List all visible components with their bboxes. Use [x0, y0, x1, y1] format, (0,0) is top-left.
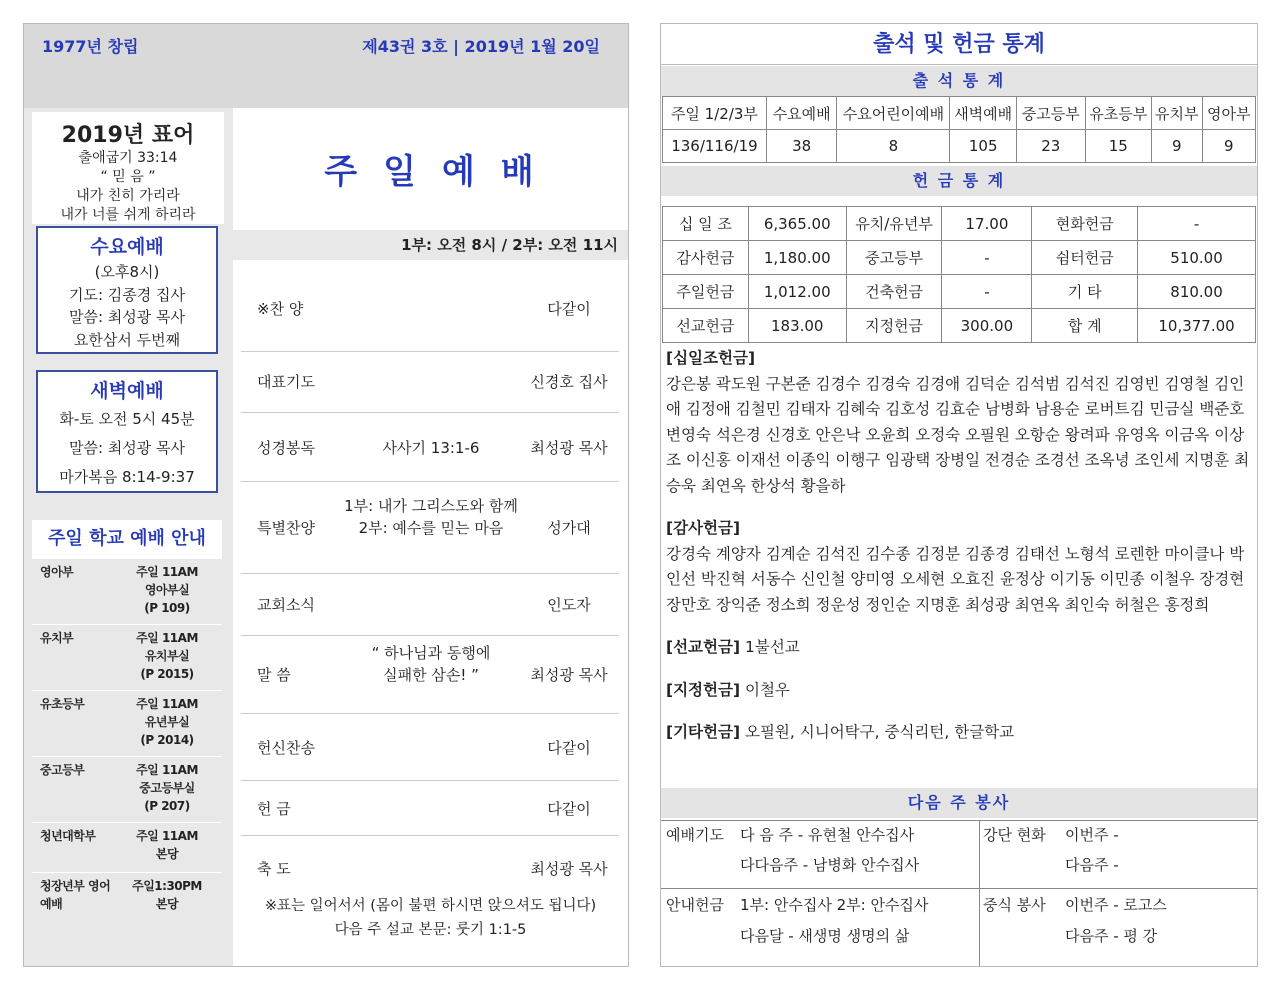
sunday-school-info — [112, 563, 222, 624]
sunday-school-dept: 영아부 — [40, 565, 74, 579]
donor-names: 이철우 — [740, 680, 790, 699]
sunday-school-info-line: 영아부실 — [144, 583, 190, 597]
order-item: 특별찬양 — [257, 519, 315, 537]
stats-title: 출석 및 헌금 통계 — [661, 24, 1257, 65]
sunday-school-info-line: 유치부실 — [144, 649, 190, 663]
sunday-school-dept: 청년대학부 — [40, 829, 96, 843]
standing-note: ※표는 일어서서 (몸이 불편 하시면 앉으셔도 됩니다) — [264, 898, 597, 914]
sunday-school-info-line: (P 2014) — [140, 733, 194, 747]
wednesday-service-box — [36, 226, 218, 354]
order-note — [233, 894, 628, 942]
order-detail: 사사기 13:1-6 — [382, 439, 480, 457]
order-row — [241, 266, 619, 352]
attendance-value: 9 — [1202, 130, 1256, 163]
attendance-value: 15 — [1085, 130, 1152, 163]
offering-label: 감사헌금 — [663, 241, 749, 275]
attendance-header: 영아부 — [1202, 97, 1256, 130]
sunday-school-info — [112, 629, 222, 690]
service-title: 주일예배 — [324, 152, 560, 192]
attendance-header: 중고등부 — [1016, 97, 1085, 130]
next-week-service-table — [661, 820, 1257, 966]
dawn-service-box — [36, 370, 218, 493]
sunday-school-dept: 중고등부 — [40, 763, 85, 777]
offering-row — [663, 309, 1256, 343]
donor-category: [지정헌금] — [666, 680, 741, 699]
service-time: 1부: 오전 8시 / 2부: 오전 11시 — [233, 230, 628, 260]
flower-label: 강단 현화 — [983, 826, 1046, 844]
order-leader: 인도자 — [547, 596, 591, 614]
donor-block — [666, 678, 1254, 704]
sunday-school-row — [32, 872, 222, 944]
order-item: 헌신찬송 — [257, 739, 315, 757]
offering-amount: 6,365.00 — [748, 207, 846, 241]
order-item: 성경봉독 — [257, 439, 315, 457]
sunday-school-info-line: (P 207) — [144, 799, 190, 813]
sunday-school-info-line: 본당 — [155, 897, 179, 911]
order-leader: 다같이 — [547, 739, 591, 757]
attendance-value: 38 — [766, 130, 837, 163]
sunday-school-row — [32, 822, 222, 872]
donor-block — [666, 346, 1254, 499]
sunday-school-row — [32, 756, 222, 822]
donor-category: [십일조헌금] — [666, 349, 756, 367]
sunday-school-info-line: 본당 — [155, 847, 179, 861]
order-item: 헌 금 — [257, 800, 291, 818]
order-leader: 다같이 — [547, 300, 591, 318]
dawn-line: 마가복음 8:14-9:37 — [59, 468, 195, 486]
dawn-line: 화-토 오전 5시 45분 — [59, 410, 195, 428]
sunday-school-info — [112, 695, 222, 756]
attendance-header: 수요예배 — [766, 97, 837, 130]
attendance-header: 유치부 — [1152, 97, 1202, 130]
order-item: ※찬 양 — [257, 300, 304, 318]
motto-line: 출애굽기 33:14 — [78, 150, 178, 166]
order-row — [241, 351, 619, 413]
prayer-next: 다 음 주 - 유현철 안수집사 — [740, 826, 915, 844]
offering-amount: 810.00 — [1138, 275, 1256, 309]
offering-label: 기 타 — [1032, 275, 1138, 309]
order-leader: 다같이 — [547, 800, 591, 818]
order-row — [241, 636, 619, 714]
sunday-school-dept: 유초등부 — [40, 697, 85, 711]
sunday-school-info — [112, 827, 222, 872]
sunday-school-info-line: 주일 11AM — [136, 829, 198, 843]
order-item: 교회소식 — [257, 596, 315, 614]
offering-label: 합 계 — [1032, 309, 1138, 343]
order-detail: “ 하나님과 동행에 실패한 삼손! ” — [371, 644, 491, 684]
sunday-school-dept: 청장년부 영어예배 — [40, 879, 111, 911]
sunday-school-info-line: 주일 11AM — [136, 631, 198, 645]
offering-label: 건축헌금 — [846, 275, 942, 309]
sunday-school-title: 주일 학교 예배 안내 — [32, 520, 222, 558]
sunday-school-info-line: 주일1:30PM — [132, 879, 202, 893]
offering-label: 지정헌금 — [846, 309, 942, 343]
order-leader: 최성광 목사 — [530, 666, 608, 684]
sunday-school-info-line: 유년부실 — [144, 715, 190, 729]
order-row — [241, 482, 619, 574]
attendance-value: 8 — [837, 130, 950, 163]
bulletin-header — [24, 24, 628, 108]
offering-title: 헌 금 통 계 — [661, 166, 1257, 196]
attendance-title: 출 석 통 계 — [661, 66, 1257, 96]
offering-row — [663, 241, 1256, 275]
order-item: 대표기도 — [257, 373, 315, 391]
offering-amount: 1,180.00 — [748, 241, 846, 275]
offering-label: 쉼터헌금 — [1032, 241, 1138, 275]
attendance-table — [662, 96, 1256, 163]
wednesday-line: 요한삼서 두번째 — [73, 330, 181, 349]
offering-guide-2: 다음달 - 새생명 생명의 삶 — [740, 927, 910, 945]
attendance-value: 136/116/19 — [663, 130, 767, 163]
donor-block — [666, 516, 1254, 618]
order-leader: 신경호 집사 — [530, 373, 608, 391]
offering-amount: 17.00 — [942, 207, 1032, 241]
offering-row — [663, 207, 1256, 241]
sunday-school-info-line: 주일 11AM — [136, 565, 198, 579]
order-leader: 최성광 목사 — [530, 860, 608, 878]
sunday-school-info-line: 중고등부실 — [139, 781, 195, 795]
offering-label: 선교헌금 — [663, 309, 749, 343]
sunday-school-info — [112, 877, 222, 944]
offering-amount: 510.00 — [1138, 241, 1256, 275]
left-sidebar — [24, 108, 233, 966]
lunch-this: 이번주 - 로고스 — [1065, 896, 1167, 914]
donor-category: [선교헌금] — [666, 638, 741, 656]
wednesday-line: 말씀: 최성광 목사 — [68, 308, 186, 326]
prayer-after: 다다음주 - 남병화 안수집사 — [740, 856, 920, 874]
offering-guide-1: 1부: 안수집사 2부: 안수집사 — [740, 896, 929, 914]
offering-row — [663, 275, 1256, 309]
wednesday-title: 수요예배 — [90, 236, 164, 258]
next-sermon-text: 다음 주 설교 본문: 룻기 1:1-5 — [334, 922, 527, 938]
order-row — [241, 574, 619, 636]
offering-amount: - — [1138, 207, 1256, 241]
donor-category: [기타헌금] — [666, 723, 741, 741]
order-row — [241, 781, 619, 836]
attendance-header: 새벽예배 — [950, 97, 1017, 130]
donor-block — [666, 635, 1254, 661]
offering-amount: - — [942, 275, 1032, 309]
attendance-value: 9 — [1152, 130, 1202, 163]
offering-amount: 300.00 — [942, 309, 1032, 343]
wednesday-line: (오후8시) — [94, 263, 160, 281]
motto-line: 내가 친히 가리라 — [76, 188, 180, 204]
offering-amount: 1,012.00 — [748, 275, 846, 309]
attendance-value: 23 — [1016, 130, 1085, 163]
flower-this: 이번주 - — [1065, 826, 1119, 844]
issue-text: 제43권 3호 | 2019년 1월 20일 — [362, 37, 600, 56]
offering-amount: - — [942, 241, 1032, 275]
order-leader: 성가대 — [547, 519, 591, 537]
offering-table — [662, 206, 1256, 343]
order-item: 말 씀 — [257, 666, 291, 684]
sunday-school-table — [32, 520, 222, 944]
offering-label: 현화헌금 — [1032, 207, 1138, 241]
prayer-label: 예배기도 — [666, 826, 724, 844]
motto-line: “ 믿 음 ” — [100, 169, 156, 185]
sunday-school-row — [32, 558, 222, 624]
sunday-school-row — [32, 624, 222, 690]
order-row — [241, 836, 619, 901]
donor-block — [666, 720, 1254, 746]
motto-box — [32, 112, 224, 224]
sunday-school-info-line: 주일 11AM — [136, 763, 198, 777]
sunday-school-info-line: (P 109) — [144, 601, 190, 615]
next-week-title: 다음 주 봉사 — [661, 788, 1257, 818]
offering-guide-label: 안내헌금 — [666, 896, 724, 914]
donor-lists — [666, 346, 1254, 763]
donor-names: 오필원, 시니어탁구, 중식리턴, 한글학교 — [740, 723, 1015, 741]
offering-label: 유치/유년부 — [846, 207, 942, 241]
sunday-school-row — [32, 690, 222, 756]
flower-next: 다음주 - — [1065, 856, 1119, 874]
order-row — [241, 714, 619, 781]
right-page — [660, 23, 1258, 967]
donor-category: [감사헌금] — [666, 519, 741, 537]
donor-names: 1불선교 — [740, 638, 800, 656]
dawn-line: 말씀: 최성광 목사 — [68, 439, 186, 457]
attendance-value: 105 — [950, 130, 1017, 163]
dawn-title: 새벽예배 — [90, 380, 164, 402]
offering-amount: 183.00 — [748, 309, 846, 343]
offering-label: 십 일 조 — [663, 207, 749, 241]
sunday-school-info — [112, 761, 222, 822]
lunch-next: 다음주 - 평 강 — [1065, 927, 1158, 945]
left-page — [23, 23, 629, 967]
motto-line: 내가 너를 쉬게 하리라 — [60, 207, 196, 223]
wednesday-line: 기도: 김종경 집사 — [68, 285, 186, 304]
attendance-header: 수요어린이예배 — [837, 97, 950, 130]
sunday-school-dept: 유치부 — [40, 631, 74, 645]
sunday-school-info-line: (P 2015) — [140, 667, 194, 681]
order-detail: 1부: 내가 그리스도와 함께 2부: 예수를 믿는 마음 — [344, 497, 518, 537]
attendance-header: 유초등부 — [1085, 97, 1152, 130]
motto-title: 2019년 표어 — [61, 123, 195, 148]
sunday-school-info-line: 주일 11AM — [136, 697, 198, 711]
order-item: 축 도 — [257, 860, 291, 878]
lunch-label: 중식 봉사 — [983, 896, 1046, 914]
attendance-header: 주일 1/2/3부 — [663, 97, 767, 130]
offering-label: 중고등부 — [846, 241, 942, 275]
order-row — [241, 413, 619, 482]
order-leader: 최성광 목사 — [530, 439, 608, 457]
offering-amount: 10,377.00 — [1138, 309, 1256, 343]
offering-label: 주일헌금 — [663, 275, 749, 309]
donor-names: 강은봉 곽도원 구본준 김경수 김경숙 김경애 김덕순 김석범 김석진 김영빈 김영철 김인애 김정애 김철민 김태자 김혜숙 김호성 김효순 남병화 남용순 로버트김 민금실 백준호 변영숙 석은경 신경호 안은낙 오윤희 오정숙 오필원 오항순 왕려파 유영옥 이금옥 이상조 이신홍 이재선 이종익 이행구 임광택 장병일 전경순 조경선 조옥녕 조인세 지명훈 최승욱 최연옥 한상석 황을하 — [666, 374, 1250, 495]
donor-names: 강경숙 계양자 김계순 김석진 김수종 김정분 김종경 김태선 노형석 로렌한 마이클나 박인선 박진혁 서동수 신인철 양미영 오세현 오효진 윤정상 이기동 이민종 이철우 장경현 장만호 장익준 정소희 정운성 정인순 지명훈 최성광 최연옥 최인숙 허철은 홍정희 — [666, 544, 1245, 614]
founded-text: 1977년 창립 — [42, 37, 139, 56]
